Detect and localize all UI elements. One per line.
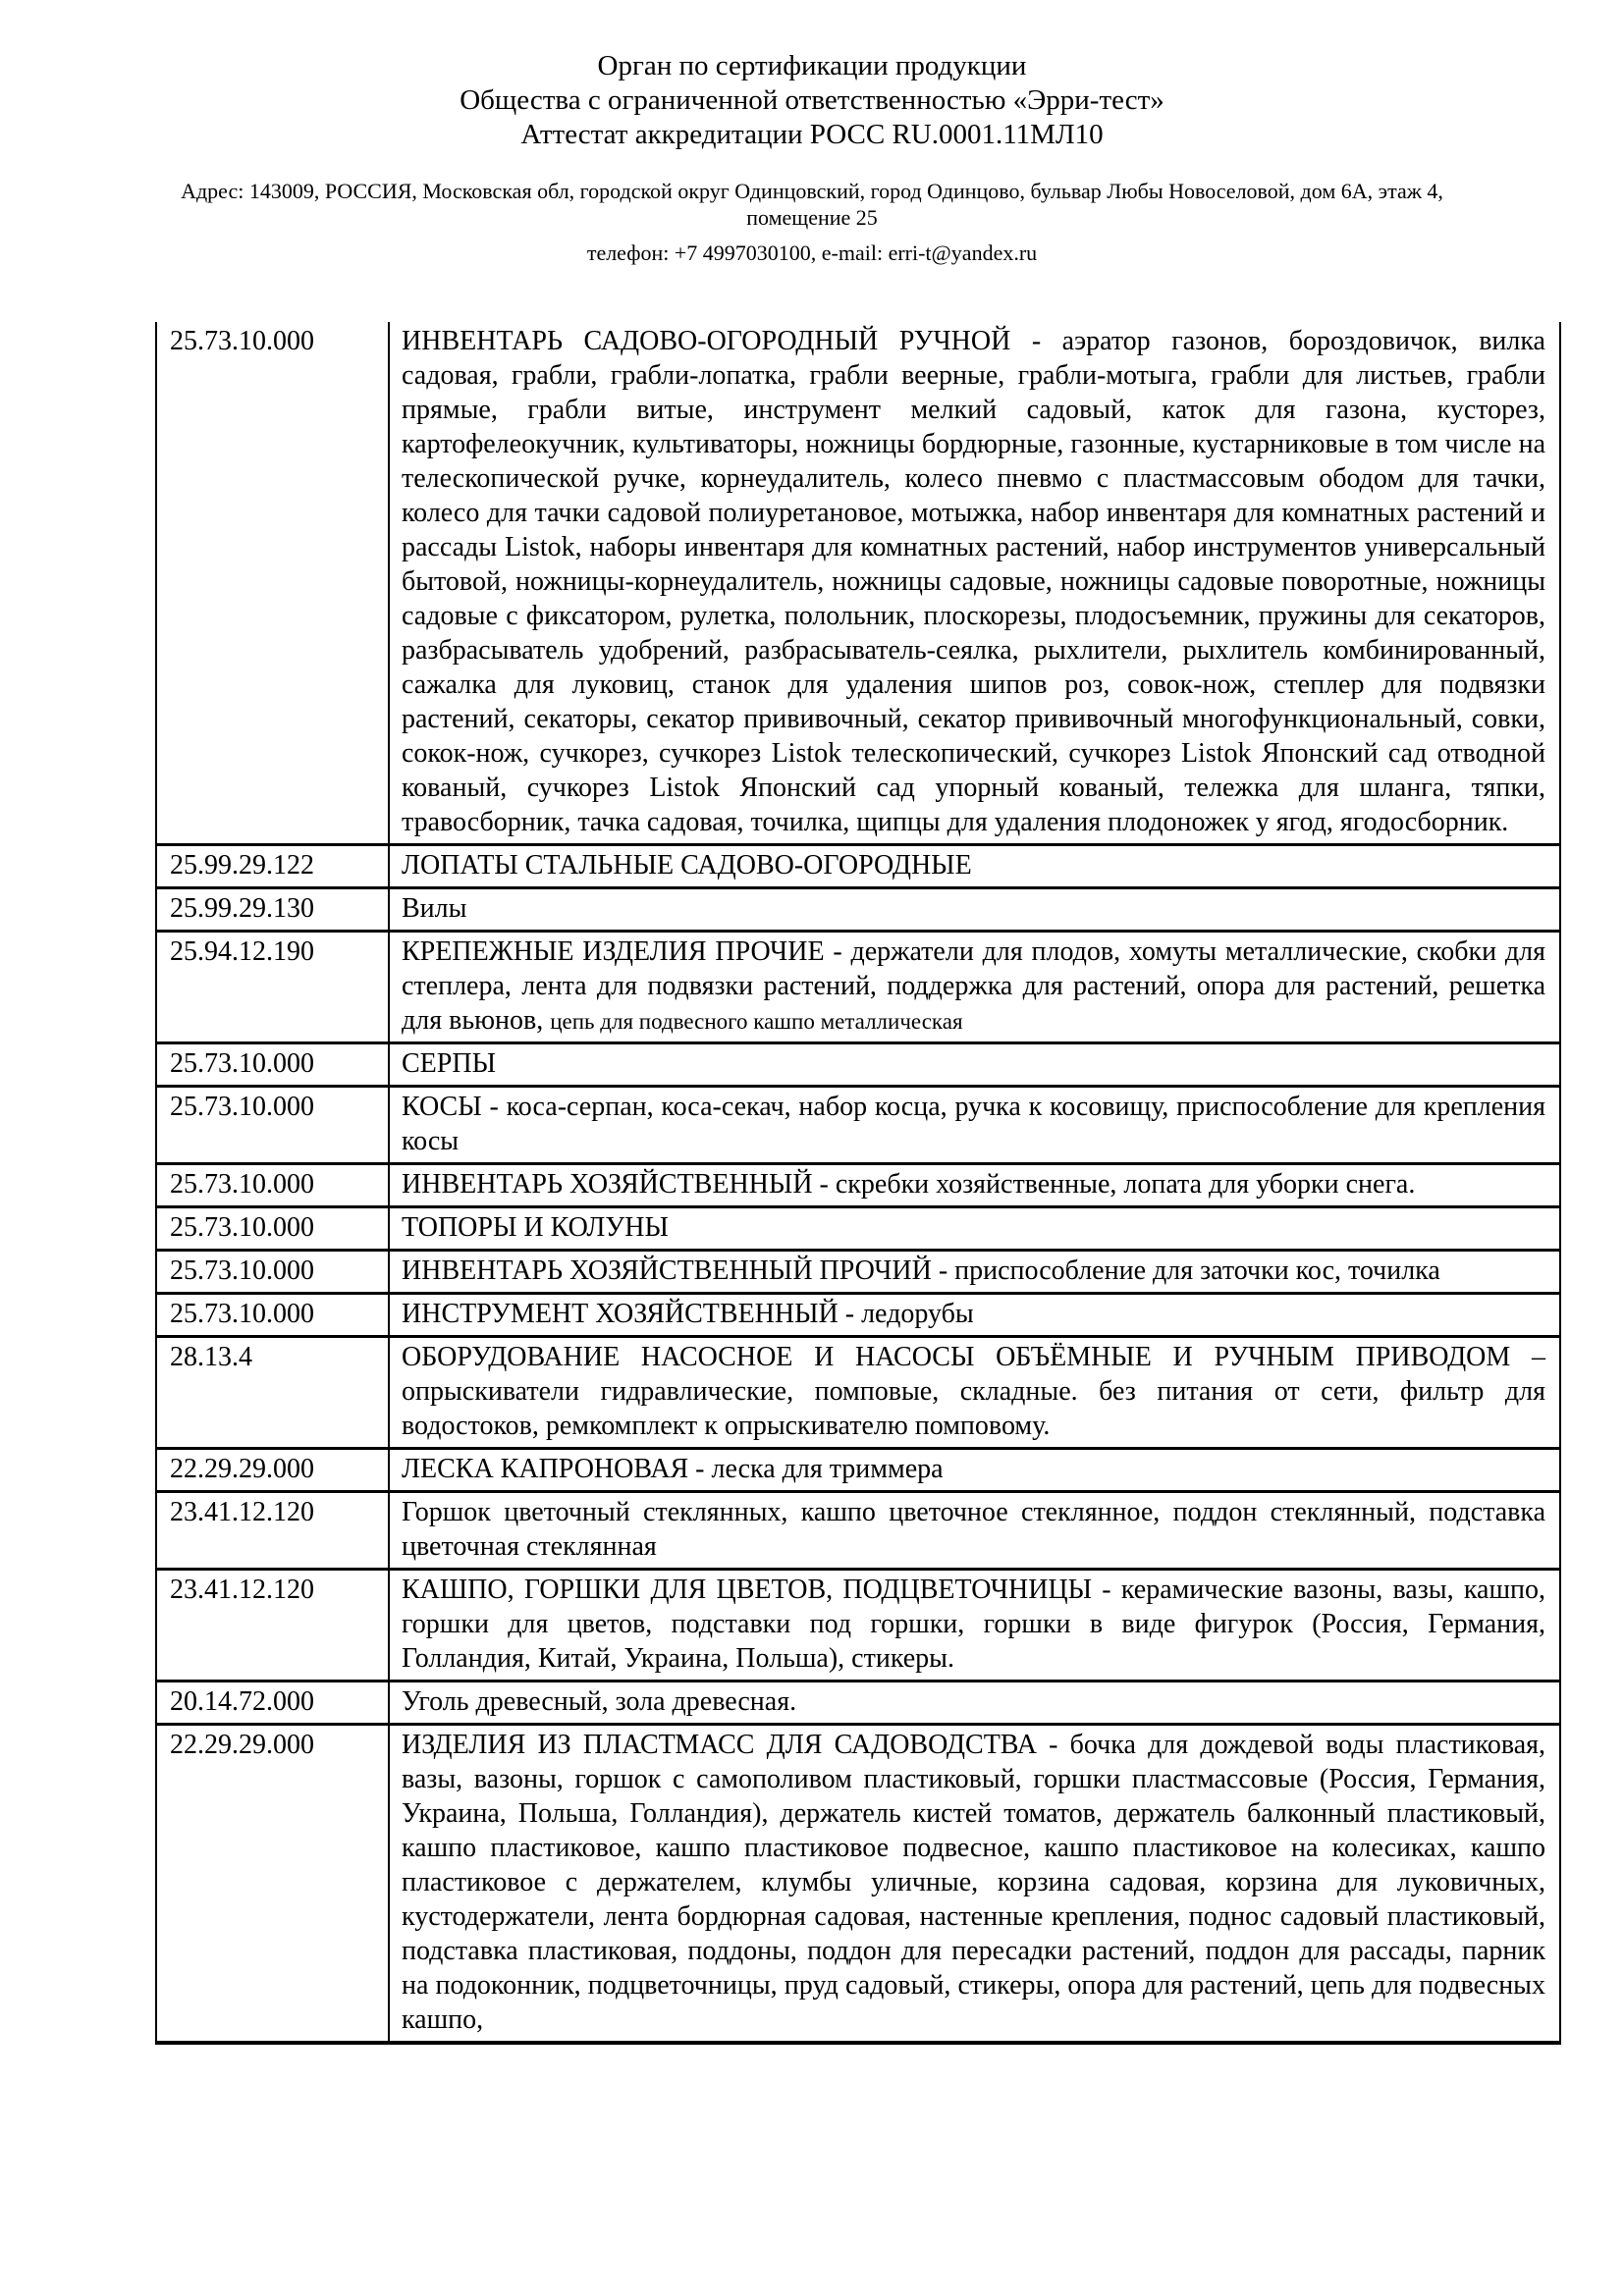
product-description-text: Вилы <box>402 893 467 924</box>
table-row <box>156 1337 1560 1449</box>
product-description-cell <box>389 1294 1560 1337</box>
address-block <box>0 178 1624 231</box>
product-description-text: ЛЕСКА КАПРОНОВАЯ - леска для триммера <box>402 1454 944 1484</box>
product-description-cell <box>389 1164 1560 1207</box>
table-row <box>156 1164 1560 1207</box>
table-row <box>156 845 1560 888</box>
product-code-cell: 23.41.12.120 <box>156 1492 389 1570</box>
product-code-cell: 20.14.72.000 <box>156 1682 389 1725</box>
product-description-text: ИНВЕНТАРЬ ХОЗЯЙСТВЕННЫЙ - скребки хозяйственные, лопата для уборки снега. <box>402 1169 1416 1200</box>
table-row <box>156 1682 1560 1725</box>
product-code-cell: 25.73.10.000 <box>156 1087 389 1164</box>
product-description-cell <box>389 1043 1560 1087</box>
table-row <box>156 1492 1560 1570</box>
table-row <box>156 1251 1560 1294</box>
product-description-cell <box>389 932 1560 1043</box>
product-code-cell: 25.73.10.000 <box>156 322 389 845</box>
product-description-text: КАШПО, ГОРШКИ ДЛЯ ЦВЕТОВ, ПОДЦВЕТОЧНИЦЫ - керамические вазоны, вазы, кашпо, горшки для цветов, подставки под горшки, горшки в виде фигурок (Россия, Германия, Голландия, Китай, Украина, Польша), стикеры. <box>402 1575 1545 1674</box>
product-description-text: ИНВЕНТАРЬ САДОВО-ОГОРОДНЫЙ РУЧНОЙ - аэратор газонов, бороздовичок, вилка садовая, грабли, грабли-лопатка, грабли веерные, грабли-мотыга, грабли для листьев, грабли прямые, грабли витые, инструмент мелкий садовый, каток для газона, кусторез, картофелеокучник, культиваторы, ножницы бордюрные, газонные, кустарниковые в том числе на телескопической ручке, корнеудалитель, колесо пневмо с пластмассовым ободом для тачки, колесо для тачки садовой полиуретановое, мотыжка, набор инвентаря для комнатных растений и рассады Listok, наборы инвентаря для комнатных растений, набор инструментов универсальный бытовой, ножницы-корнеудалитель, ножницы садовые, ножницы садовые поворотные, ножницы садовые с фиксатором, рулетка, полольник, плоскорезы, плодосъемник, пружины для секаторов, разбрасыватель удобрений, разбрасыватель-сеялка, рыхлители, рыхлитель комбинированный, сажалка для луковиц, станок для удаления шипов роз, совок-нож, степлер для подвязки растений, секаторы, секатор прививочный, секатор прививочный многофункциональный, совки, сокок-нож, сучкорез, сучкорез Listok телескопический, сучкорез Listok Японский сад отводной кованый, сучкорез Listok Японский сад упорный кованый, тележка для шланга, тяпки, травосборник, тачка садовая, точилка, щипцы для удаления плодоножек у ягод, ягодосборник. <box>402 326 1545 837</box>
table-row <box>156 1294 1560 1337</box>
product-description-cell <box>389 322 1560 845</box>
table-row <box>156 1087 1560 1164</box>
product-code-cell: 23.41.12.120 <box>156 1570 389 1682</box>
product-description-text: ОБОРУДОВАНИЕ НАСОСНОЕ И НАСОСЫ ОБЪЁМНЫЕ И РУЧНЫМ ПРИВОДОМ – опрыскиватели гидравлические, помповые, складные. без питания от сети, фильтр для водостоков, ремкомплект к опрыскивателю помповому. <box>402 1342 1545 1441</box>
product-code-cell: 25.73.10.000 <box>156 1251 389 1294</box>
product-description-cell <box>389 888 1560 932</box>
product-code-cell: 22.29.29.000 <box>156 1449 389 1492</box>
product-description-cell <box>389 1251 1560 1294</box>
product-description-text: КРЕПЕЖНЫЕ ИЗДЕЛИЯ ПРОЧИЕ - держатели для плодов, хомуты металлические, скобки для степлера, лента для подвязки растений, поддержка для растений, опора для растений, решетка для вьюнов, <box>402 936 1545 1036</box>
table-row <box>156 1725 1560 2044</box>
product-description-cell <box>389 1682 1560 1725</box>
product-description-cell <box>389 1207 1560 1251</box>
product-code-cell: 25.99.29.130 <box>156 888 389 932</box>
table-row <box>156 932 1560 1043</box>
product-code-cell: 22.29.29.000 <box>156 1725 389 2044</box>
product-description-cell <box>389 1337 1560 1449</box>
contact-line: телефон: +7 4997030100, e-mail: erri-t@yandex.ru <box>586 240 1038 265</box>
product-code-cell: 25.99.29.122 <box>156 845 389 888</box>
product-code-cell: 25.73.10.000 <box>156 1043 389 1087</box>
org-title-line-1: Орган по сертификации продукции <box>597 50 1027 81</box>
document-header <box>0 0 1624 266</box>
product-description-text: Горшок цветочный стеклянных, кашпо цветочное стеклянное, поддон стеклянный, подставка цветочная стеклянная <box>402 1497 1545 1562</box>
product-code-cell: 25.94.12.190 <box>156 932 389 1043</box>
table-row <box>156 1207 1560 1251</box>
product-code-cell: 25.73.10.000 <box>156 1207 389 1251</box>
product-description-cell <box>389 1725 1560 2044</box>
product-description-cell <box>389 845 1560 888</box>
product-description-smalltext: цепь для подвесного кашпо металлическая <box>550 1009 963 1034</box>
product-description-text: ЛОПАТЫ СТАЛЬНЫЕ САДОВО-ОГОРОДНЫЕ <box>402 850 972 881</box>
product-description-text: СЕРПЫ <box>402 1048 496 1079</box>
table-row <box>156 888 1560 932</box>
product-code-cell: 28.13.4 <box>156 1337 389 1449</box>
product-description-cell <box>389 1492 1560 1570</box>
product-description-text: КОСЫ - коса-серпан, коса-секач, набор косца, ручка к косовищу, приспособление для крепления косы <box>402 1092 1545 1156</box>
product-code-cell: 25.73.10.000 <box>156 1294 389 1337</box>
table-row <box>156 1449 1560 1492</box>
org-title-line-2: Общества с ограниченной ответственностью «Эрри-тест» <box>460 84 1164 116</box>
product-description-cell <box>389 1087 1560 1164</box>
table-row <box>156 1043 1560 1087</box>
accreditation-line: Аттестат аккредитации РОСС RU.0001.11МЛ10 <box>520 119 1104 150</box>
product-description-text: Уголь древесный, зола древесная. <box>402 1686 797 1717</box>
table-row <box>156 322 1560 845</box>
product-description-text: ИНВЕНТАРЬ ХОЗЯЙСТВЕННЫЙ ПРОЧИЙ - приспособление для заточки кос, точилка <box>402 1255 1440 1286</box>
product-description-text: ИЗДЕЛИЯ ИЗ ПЛАСТМАСС ДЛЯ САДОВОДСТВА - бочка для дождевой воды пластиковая, вазы, вазоны, горшок с самополивом пластиковый, горшки пластмассовые (Россия, Германия, Украина, Польша, Голландия), держатель кистей томатов, держатель балконный пластиковый, кашпо пластиковое, кашпо пластиковое подвесное, кашпо пластиковое на колесиках, кашпо пластиковое с держателем, клумбы уличные, корзина садовая, корзина для луковичных, кустодержатели, лента бордюрная садовая, настенные крепления, поднос садовый пластиковый, подставка пластиковая, поддоны, поддон для пересадки растений, поддон для рассады, парник на подоконник, подцветочницы, пруд садовый, стикеры, опора для растений, цепь для подвесных кашпо, <box>402 1730 1545 2035</box>
product-description-text: ИНСТРУМЕНТ ХОЗЯЙСТВЕННЫЙ - ледорубы <box>402 1299 974 1329</box>
product-description-text: ТОПОРЫ И КОЛУНЫ <box>402 1212 669 1243</box>
product-description-cell <box>389 1570 1560 1682</box>
address-line: Адрес: 143009, РОССИЯ, Московская обл, городской округ Одинцовский, город Одинцово, бульвар Любы Новоселовой, дом 6А, этаж 4, помещение 25 <box>181 179 1443 230</box>
product-table <box>155 322 1561 2045</box>
product-code-cell: 25.73.10.000 <box>156 1164 389 1207</box>
table-row <box>156 1570 1560 1682</box>
product-description-cell <box>389 1449 1560 1492</box>
